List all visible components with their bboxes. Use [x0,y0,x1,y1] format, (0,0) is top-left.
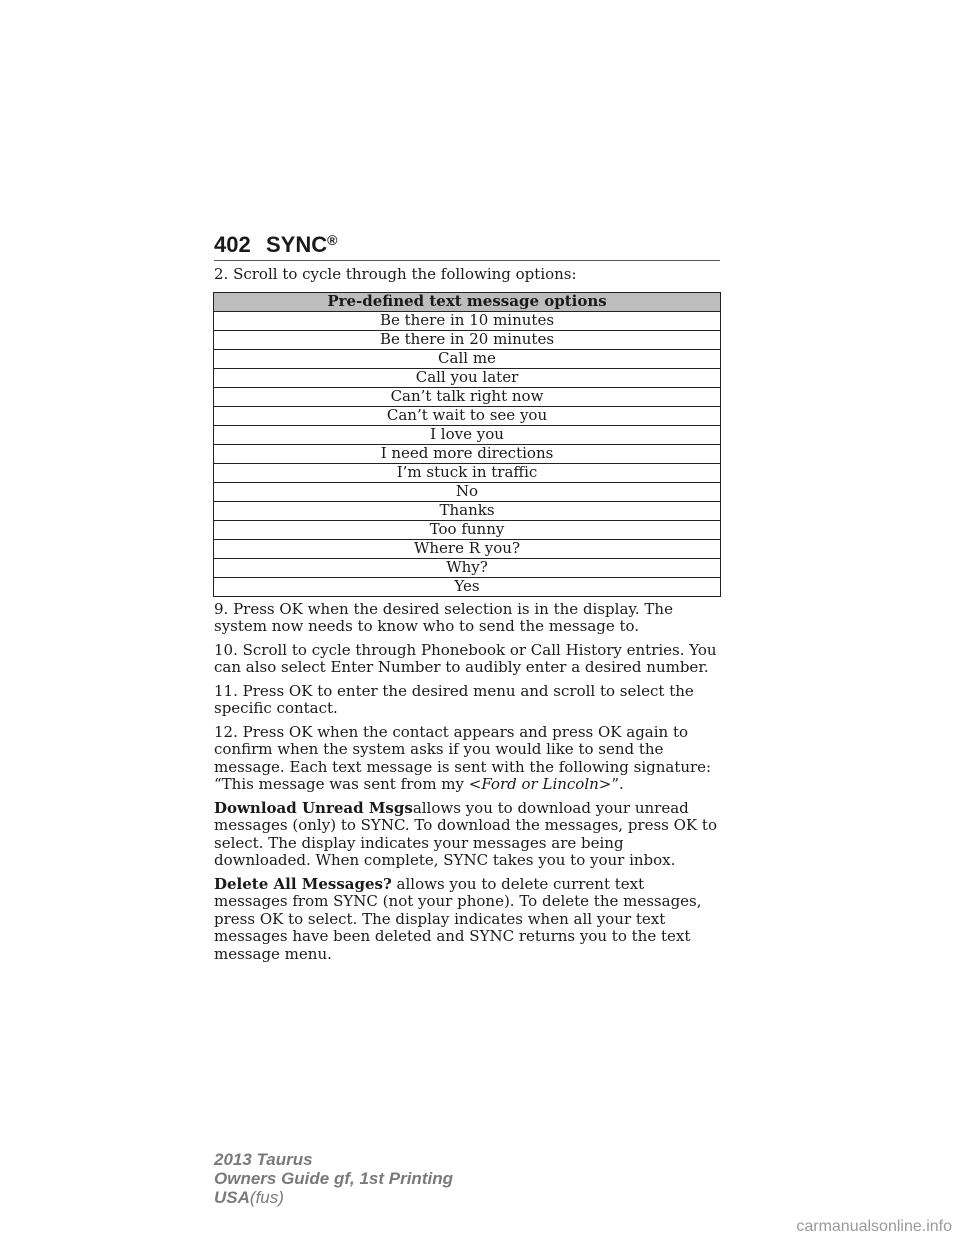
table-cell: Why? [214,558,721,577]
footer-line-3 [214,1188,453,1207]
table-row [214,444,721,463]
section-title-text: SYNC [266,232,328,257]
table-cell: I need more directions [214,444,721,463]
watermark: carmanualsonline.info [796,1218,952,1235]
table-row [214,577,721,596]
table-row [214,558,721,577]
table-cell: Call me [214,349,721,368]
step-12-text: 12. Press OK when the contact appears and press OK again to confirm when the system asks if you would like to send the message. Each text message is sent with the following signature: “This message was sent from my [214,722,712,793]
footer-line-2: Owners Guide gf, 1st Printing [214,1169,453,1188]
footer-line-1: 2013 Taurus [214,1150,313,1169]
table-row [214,349,721,368]
delete-paragraph [214,876,720,964]
table-row [214,463,721,482]
table-cell: Be there in 10 minutes [214,311,721,330]
step-12-signature: <Ford or Lincoln> [468,775,612,793]
download-label: Download Unread Msgs [214,798,413,817]
download-paragraph [214,800,720,870]
download-text: allows you to download your unread messages (only) to SYNC. To download the messages, press OK to select. The display indicates your messages are being downloaded. When complete, SYNC takes you to your inbox. [214,798,717,869]
table-cell: Call you later [214,368,721,387]
intro-text: 2. Scroll to cycle through the following options: [214,265,577,283]
table-row [214,330,721,349]
table-cell: Can’t talk right now [214,387,721,406]
table-row [214,539,721,558]
table-cell: Too funny [214,520,721,539]
main-content [214,266,720,969]
step-10: 10. Scroll to cycle through Phonebook or Call History entries. You can also select Enter Number to audibly enter a desired number. [214,640,717,676]
step-12 [214,724,720,794]
registered-mark: ® [327,232,338,248]
table-header: Pre-defined text message options [214,292,721,311]
table-row [214,387,721,406]
footer-country: USA [214,1188,250,1207]
table-row [214,520,721,539]
table-cell: Can’t wait to see you [214,406,721,425]
table-row [214,501,721,520]
table-row [214,406,721,425]
page-header [214,232,720,261]
table-row [214,311,721,330]
section-title [266,232,337,258]
options-table [213,292,721,597]
table-cell: Yes [214,577,721,596]
table-cell: I’m stuck in traffic [214,463,721,482]
table-header-row [214,292,721,311]
table-row [214,482,721,501]
footer-code: (fus) [249,1188,284,1207]
footer [214,1150,453,1207]
step-9: 9. Press OK when the desired selection is in the display. The system now needs to know who to send the message to. [214,599,673,635]
table-cell: I love you [214,425,721,444]
table-cell: Where R you? [214,539,721,558]
table-cell: Thanks [214,501,721,520]
table-cell: Be there in 20 minutes [214,330,721,349]
table-cell: No [214,482,721,501]
table-row [214,368,721,387]
step-12-end: ”. [611,775,624,793]
step-11: 11. Press OK to enter the desired menu and scroll to select the specific contact. [214,681,694,717]
page-number: 402 [214,232,251,257]
delete-text: allows you to delete current text messages from SYNC (not your phone). To delete the messages, press OK to select. The display indicates when all your text messages have been deleted and SYNC returns you to the text message menu. [214,874,702,963]
delete-label: Delete All Messages? [214,874,392,893]
table-row [214,425,721,444]
